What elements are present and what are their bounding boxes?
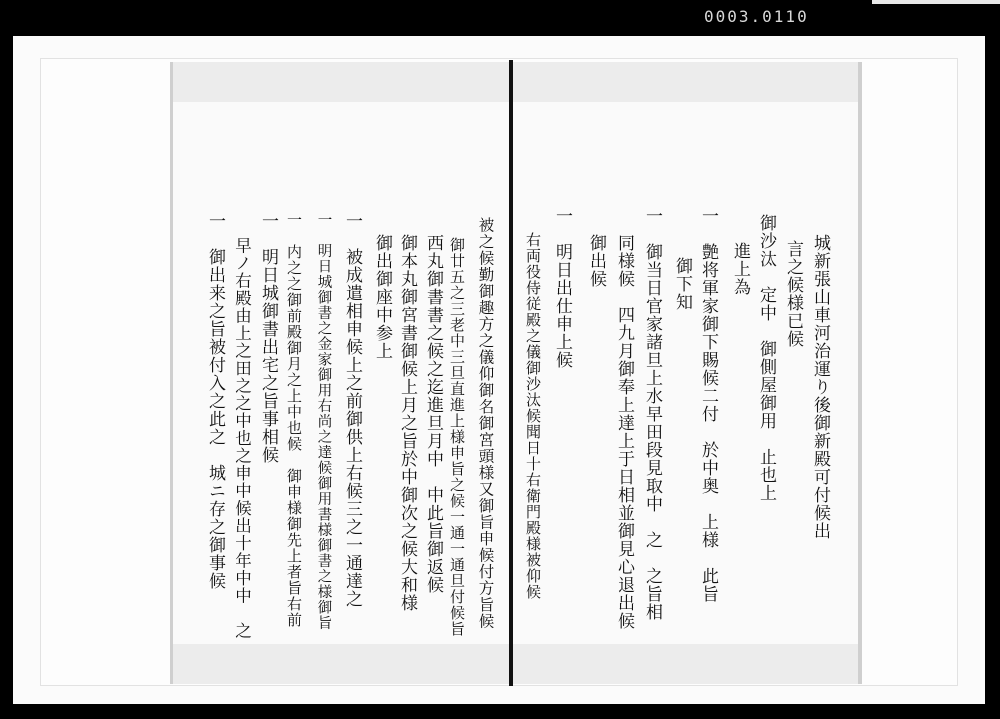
text-column: 一 明日城御書之金家御用右尚之達候御用書様御書之様御旨 — [315, 212, 332, 631]
text-column: 御沙汰 定中 御側屋御用 止也上 — [756, 214, 776, 502]
text-column: 一 明日出仕申上候 — [552, 207, 572, 369]
text-column: 御出候 — [586, 234, 606, 288]
text-column: 御出御座中参上 — [372, 234, 392, 360]
text-column: 早ノ右殿由上之田之之中也之申中候出十年中中 之 — [232, 237, 252, 640]
right-page — [513, 62, 862, 684]
text-column: 一 御当日官家諸旦上水早田段見取中 之 之旨相 — [642, 207, 662, 621]
left-page-top-band — [173, 62, 514, 102]
text-column: 一 御出来之旨被付入之此之 城ニ存之御事候 — [205, 212, 225, 590]
text-column: 御廿五之三老中三旦直進上様申旨之候一通一通旦付候旨 — [448, 237, 466, 637]
text-column: 被之候勤御趣方之儀仰御名御宮頭様又御旨申候付方旨候 — [476, 217, 495, 630]
text-column: 御本丸御宮書御候上月之旨於中御次之候大和様 — [397, 234, 417, 612]
left-page — [170, 62, 514, 684]
text-column: 御下知 — [672, 257, 692, 311]
text-column: 右両役侍従殿之儀御沙汰候聞日十右衛門殿様被仰候 — [524, 232, 542, 600]
film-edge-marker — [872, 0, 1000, 4]
frame-number: 0003.0110 — [704, 7, 809, 26]
text-column: 進上為 — [730, 242, 750, 296]
right-page-top-band — [513, 62, 858, 102]
text-column: 一 内之之御前殿御月之上中也候 御申様御先上者旨右前 — [285, 212, 303, 628]
text-column: 言之候様已候 — [783, 240, 803, 348]
text-column: 一 明日城御書出宅之旨事相候 — [258, 212, 278, 464]
text-column: 一 艶将軍家御下賜候二付 於中奥 上様 此旨 — [698, 207, 718, 603]
right-page-bottom-band — [513, 644, 858, 684]
left-page-bottom-band — [173, 644, 514, 684]
text-column: 西丸御書書之候之迄進旦月中 中此旨御返候 — [423, 234, 443, 594]
text-column: 一 被成遣相申候上之前御供上右候三之一通達之 — [342, 212, 362, 608]
text-column: 同様候 四九月御奉上達上于日相並御見心退出候 — [614, 234, 634, 630]
text-column: 城新張山車河治運り後御新殿可付候出 — [810, 234, 830, 540]
